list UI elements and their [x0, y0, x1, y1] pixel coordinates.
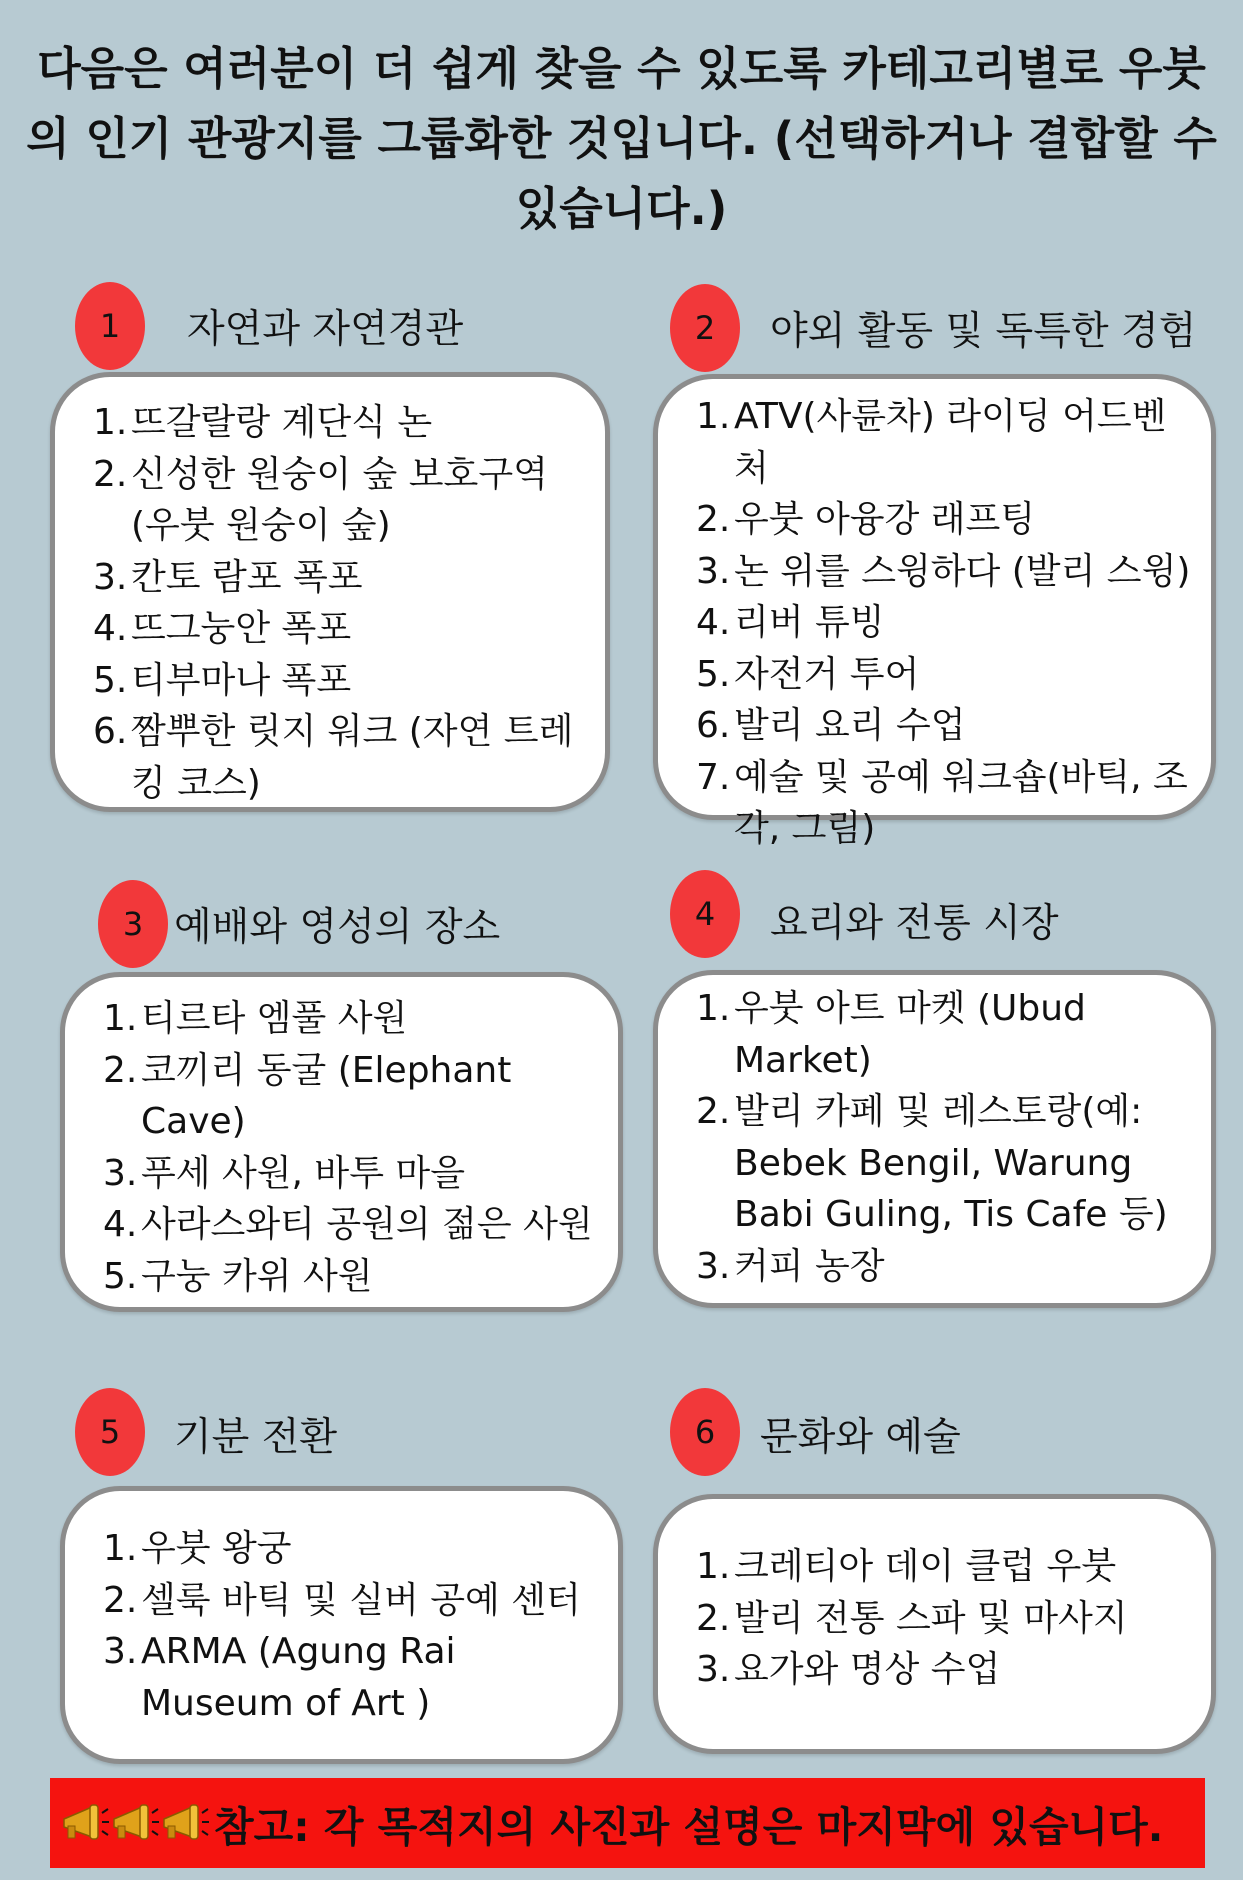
- item-text: ARMA (Agung Rai Museum of Art ): [141, 1631, 456, 1724]
- item-number: 1.: [696, 396, 731, 437]
- list-item: [103, 1045, 608, 1148]
- attraction-list: [103, 993, 608, 1302]
- section-outdoor: [653, 282, 1228, 849]
- item-number: 2.: [103, 1049, 138, 1091]
- list-item: [103, 1199, 608, 1251]
- item-number: 5.: [93, 659, 128, 701]
- section-worship: [60, 880, 635, 1297]
- note-text: 참고: 각 목적지의 사진과 설명은 마지막에 있습니다.: [214, 1802, 1164, 1851]
- list-item: [696, 1541, 1201, 1593]
- item-text: 리버 튜빙: [734, 602, 885, 643]
- item-text: 짬뿌한 릿지 워크 (자연 트레킹 코스): [131, 711, 574, 804]
- attraction-list: [696, 983, 1197, 1292]
- item-number: 1.: [696, 988, 731, 1029]
- section-culture-art: [653, 1388, 1228, 1690]
- item-text: 코끼리 동굴 (Elephant Cave): [141, 1049, 512, 1142]
- section-title: 기분 전환: [174, 1415, 338, 1460]
- section-title: 요리와 전통 시장: [770, 901, 1059, 946]
- list-item: [93, 552, 595, 604]
- section-number-badge: 5: [75, 1388, 145, 1476]
- item-number: 6.: [93, 711, 128, 752]
- section-card: [653, 374, 1216, 849]
- item-text: 티부마나 폭포: [131, 659, 352, 701]
- item-text: 논 위를 스윙하다 (발리 스윙): [734, 550, 1191, 592]
- item-text: 사라스와티 공원의 젊은 사원: [141, 1204, 593, 1245]
- item-text: 발리 카페 및 레스토랑(예: Bebek Bengil, Warung Babi Guling, Tis Cafe 등): [734, 1091, 1168, 1235]
- item-number: 3.: [696, 1245, 731, 1287]
- section-nature: [50, 282, 625, 804]
- section-card: [60, 972, 623, 1312]
- list-item: [93, 449, 595, 552]
- item-text: 티르타 엠풀 사원: [141, 998, 408, 1039]
- list-item: [696, 391, 1201, 494]
- section-title: 야외 활동 및 독특한 경험: [770, 309, 1197, 354]
- megaphone-icon: [60, 1803, 110, 1843]
- list-item: [696, 1086, 1197, 1241]
- section-number-badge: 4: [670, 870, 740, 958]
- list-item: [696, 1593, 1201, 1645]
- item-number: 3.: [103, 1631, 138, 1672]
- section-header: [60, 880, 635, 970]
- list-item: [696, 1241, 1197, 1293]
- section-number-badge: 1: [75, 282, 145, 370]
- item-text: 요가와 명상 수업: [734, 1649, 1001, 1690]
- list-item: [696, 649, 1201, 701]
- megaphone-group: [60, 1803, 210, 1843]
- section-card: [60, 1486, 623, 1764]
- item-number: 1.: [103, 998, 138, 1039]
- attraction-list: [103, 1523, 608, 1729]
- attraction-list: [93, 397, 595, 809]
- item-text: 푸세 사원, 바투 마을: [141, 1152, 465, 1194]
- list-item: [103, 1148, 608, 1200]
- item-text: 발리 요리 수업: [734, 705, 966, 746]
- list-item: [93, 706, 595, 809]
- item-text: 구눙 카위 사원: [141, 1255, 373, 1297]
- section-number-badge: 2: [670, 284, 740, 372]
- list-item: [696, 1644, 1201, 1696]
- list-item: [696, 546, 1201, 598]
- section-header: [653, 1388, 1228, 1478]
- item-number: 3.: [696, 1649, 731, 1690]
- section-number-badge: 3: [98, 880, 168, 968]
- list-item: [93, 603, 595, 655]
- list-item: [93, 397, 595, 449]
- list-item: [103, 1575, 608, 1627]
- page-title: 다음은 여러분이 더 쉽게 찾을 수 있도록 카테고리별로 우붓의 인기 관광지를 그룹화한 것입니다. (선택하거나 결합할 수 있습니다.): [26, 42, 1217, 235]
- item-text: 크레티아 데이 클럽 우붓: [734, 1546, 1117, 1587]
- item-text: 뜨갈랄랑 계단식 논: [131, 402, 433, 443]
- note-banner: [50, 1778, 1205, 1868]
- item-text: 우붓 아트 마켓 (Ubud Market): [734, 988, 1086, 1081]
- section-header: [653, 870, 1228, 960]
- item-text: 발리 전통 스파 및 마사지: [734, 1597, 1128, 1639]
- section-header: [50, 282, 625, 372]
- item-text: 칸토 람포 폭포: [131, 556, 363, 598]
- item-number: 6.: [696, 705, 731, 746]
- megaphone-icon: [110, 1803, 160, 1843]
- list-item: [103, 1626, 608, 1729]
- list-item: [103, 1523, 608, 1575]
- list-item: [696, 597, 1201, 649]
- item-number: 7.: [696, 756, 731, 798]
- list-item: [696, 752, 1201, 855]
- item-number: 5.: [696, 653, 731, 695]
- item-number: 2.: [696, 1091, 731, 1132]
- section-title: 예배와 영성의 장소: [174, 905, 501, 950]
- item-text: 우붓 왕궁: [141, 1528, 292, 1569]
- item-number: 4.: [103, 1204, 138, 1245]
- list-item: [696, 700, 1201, 752]
- item-text: 신성한 원숭이 숲 보호구역 (우붓 원숭이 숲): [131, 453, 548, 546]
- section-refresh: [60, 1388, 635, 1724]
- item-number: 3.: [93, 556, 128, 598]
- section-title: 자연과 자연경관: [187, 307, 464, 352]
- item-number: 1.: [103, 1528, 138, 1569]
- item-number: 4.: [93, 608, 128, 649]
- section-food-market: [653, 870, 1228, 1287]
- item-number: 2.: [103, 1579, 138, 1621]
- megaphone-icon: [160, 1803, 210, 1843]
- item-number: 2.: [696, 1597, 731, 1639]
- item-text: 예술 및 공예 워크숍(바틱, 조각, 그림): [734, 756, 1188, 849]
- list-item: [103, 993, 608, 1045]
- item-number: 1.: [696, 1546, 731, 1587]
- item-number: 5.: [103, 1255, 138, 1297]
- item-text: 자전거 투어: [734, 653, 920, 695]
- section-title: 문화와 예술: [760, 1415, 961, 1460]
- section-number-badge: 6: [670, 1388, 740, 1476]
- section-card: [653, 1494, 1216, 1754]
- item-text: ATV(사륜차) 라이딩 어드벤처: [734, 396, 1167, 489]
- list-item: [93, 655, 595, 707]
- item-text: 커피 농장: [734, 1245, 885, 1287]
- item-text: 우붓 아융강 래프팅: [734, 499, 1036, 540]
- item-number: 1.: [93, 402, 128, 443]
- list-item: [103, 1251, 608, 1303]
- item-number: 2.: [93, 453, 128, 495]
- item-number: 4.: [696, 602, 731, 643]
- item-text: 셀룩 바틱 및 실버 공예 센터: [141, 1579, 581, 1621]
- item-number: 2.: [696, 499, 731, 540]
- section-header: [60, 1388, 635, 1478]
- attraction-list: [696, 391, 1201, 855]
- section-card: [653, 970, 1216, 1308]
- item-number: 3.: [696, 550, 731, 592]
- item-number: 3.: [103, 1152, 138, 1194]
- item-text: 뜨그눙안 폭포: [131, 608, 352, 649]
- attraction-list: [696, 1541, 1201, 1696]
- list-item: [696, 983, 1197, 1086]
- section-card: [50, 372, 610, 812]
- list-item: [696, 494, 1201, 546]
- section-header: [653, 282, 1228, 372]
